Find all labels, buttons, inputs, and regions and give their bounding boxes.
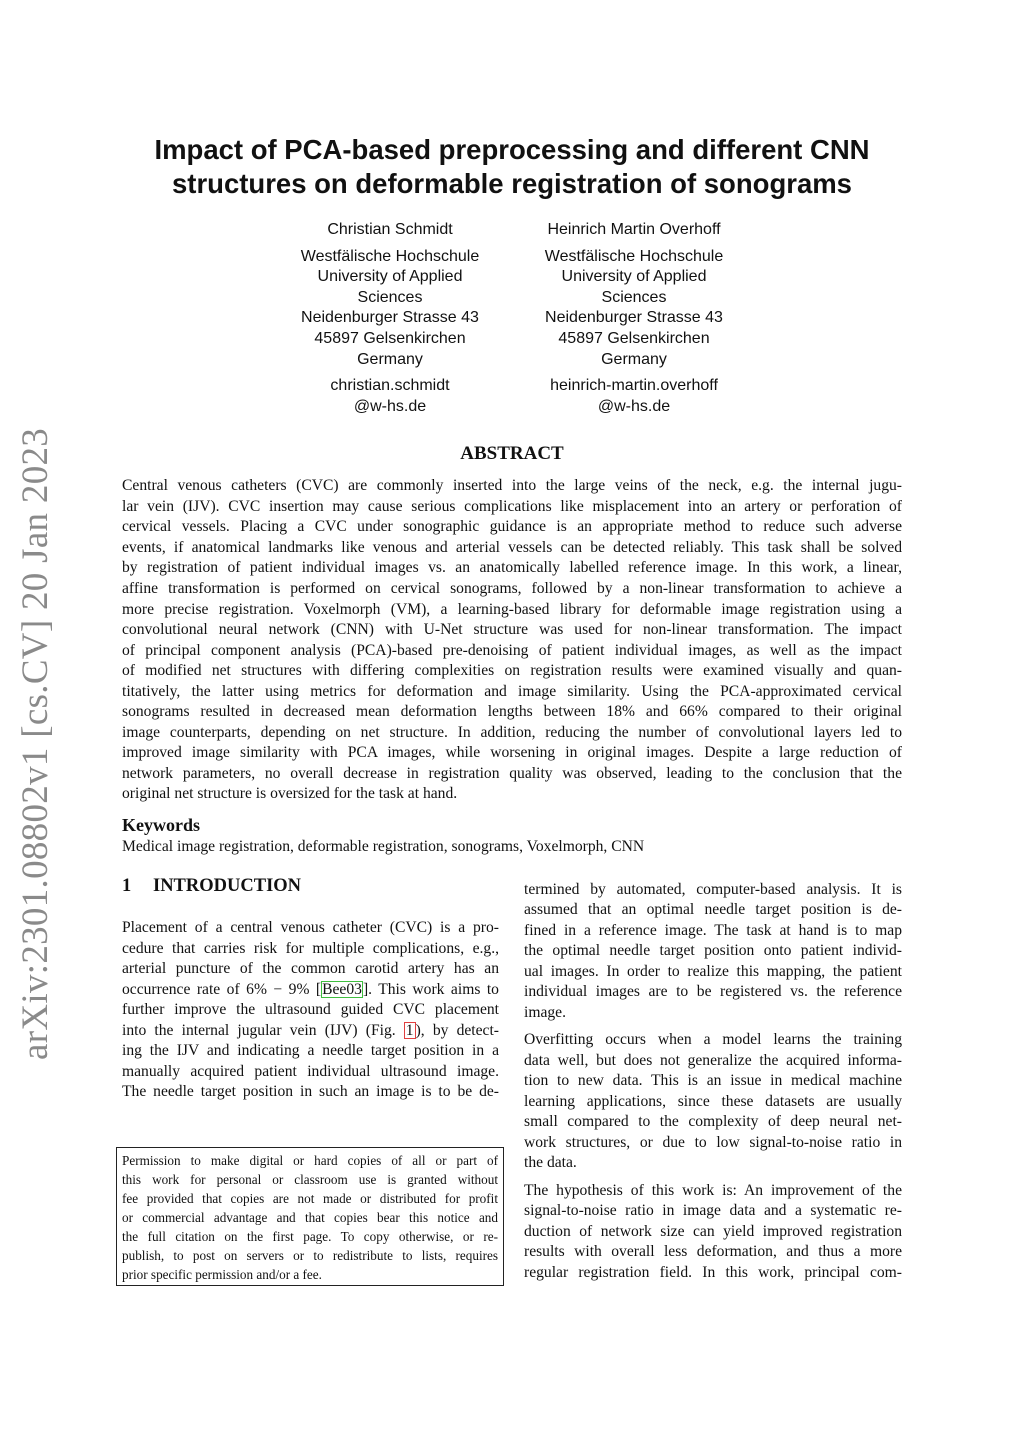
- paper-title: [100, 133, 924, 201]
- abstract-line: by registration of patient individual images vs. an anatomically labelled reference image. In this work, a linear,: [122, 559, 902, 576]
- intro-left-line: manually acquired patient individual ultrasound image.: [122, 1063, 499, 1080]
- author-affiliation-line: Westfälische Hochschule: [544, 247, 724, 265]
- intro-right-line: Overfitting occurs when a model learns the training: [524, 1031, 902, 1048]
- intro-right-line: tion to new data. This is an issue in medical machine: [524, 1072, 902, 1089]
- author-affiliation-line: University of Applied: [317, 268, 463, 286]
- author-affiliation-line: Sciences: [357, 288, 423, 306]
- abstract-line: original net structure is oversized for the task at hand.: [122, 785, 458, 802]
- abstract-line: convolutional neural network (CNN) with U-Net structure was used for non-linear transformation. The impact: [122, 621, 902, 638]
- keywords-heading: Keywords: [122, 815, 200, 835]
- author-affiliation-line: 45897 Gelsenkirchen: [558, 329, 710, 347]
- abstract-line: of principal component analysis (PCA)-based pre-denoising of patient individual images, as well as the impact: [122, 642, 902, 659]
- author-affiliation-line: Westfälische Hochschule: [300, 247, 480, 265]
- section-title: INTRODUCTION: [153, 876, 302, 896]
- permission-line: or commercial advantage and that copies bear this notice and: [122, 1210, 498, 1225]
- intro-right-line: the optimal needle target position onto patient individ-: [524, 942, 902, 959]
- figure-link-1[interactable]: 1: [405, 1022, 414, 1039]
- abstract-line: sonograms resulted in decreased mean deformation lengths between 18% and 66% compared to their original: [122, 703, 902, 720]
- author-block-schmidt: [275, 220, 505, 417]
- author-affiliation-line: Neidenburger Strasse 43: [545, 309, 723, 327]
- intro-left-line: ing the IJV and indicating a needle target position in a: [122, 1042, 499, 1059]
- permission-line: prior specific permission and/or a fee.: [122, 1267, 322, 1282]
- intro-left-line: The needle target position in such an image is to be de-: [122, 1083, 499, 1100]
- intro-right-line: results with overall less deformation, and thus a more: [524, 1243, 902, 1260]
- arxiv-identifier: arXiv:2301.08802v1 [cs.CV] 20 Jan 2023: [15, 427, 56, 1060]
- intro-right-line: the data.: [524, 1154, 577, 1171]
- abstract-line: more precise registration. Voxelmorph (VM), a learning-based library for deformable image registration using a: [122, 601, 902, 618]
- intro-left-line: cedure that carries risk for multiple complications, e.g.,: [122, 940, 499, 957]
- abstract-line: titatively, the latter using metrics for deformation and image similarity. Using the PCA-approximated cervical: [122, 683, 902, 700]
- author-affiliation-line: Neidenburger Strasse 43: [301, 309, 479, 327]
- title-line-2: structures on deformable registration of sonograms: [172, 168, 852, 199]
- author-affiliation-line: Germany: [357, 350, 423, 368]
- intro-right-line: regular registration field. In this work, principal com-: [524, 1264, 902, 1281]
- author-email-domain: @w-hs.de: [597, 397, 671, 415]
- abstract-line: improved image similarity with PCA images, while worsening in original images. Despite a large reduction of: [122, 744, 902, 761]
- intro-left-line: Placement of a central venous catheter (CVC) is a pro-: [122, 919, 499, 936]
- abstract-line: affine transformation is performed on cervical sonograms, followed by a non-linear transformation to achieve a: [122, 580, 902, 597]
- citation-link-bee03[interactable]: Bee03: [322, 981, 362, 998]
- author-block-overhoff: [519, 220, 749, 417]
- intro-left-line: arterial puncture of the common carotid artery has an: [122, 960, 499, 977]
- permission-line: Permission to make digital or hard copies of all or part of: [122, 1153, 498, 1168]
- abstract-line: lar vein (IJV). CVC insertion may cause serious complications like misplacement into an artery or perforation of: [122, 498, 902, 515]
- intro-left-line: into the internal jugular vein (IJV) (Fig. 1 ), by detect-: [122, 1022, 499, 1039]
- section-number: 1: [122, 876, 132, 896]
- intro-right-line: data well, but does not generalize the acquired informa-: [524, 1052, 902, 1069]
- author-email: christian.schmidt: [330, 377, 450, 395]
- intro-right-line: small compared to the complexity of deep neural net-: [524, 1113, 902, 1130]
- keywords-text: Medical image registration, deformable registration, sonograms, Voxelmorph, CNN: [122, 838, 645, 855]
- intro-right-line: termined by automated, computer-based analysis. It is: [524, 881, 902, 898]
- title-line-1: Impact of PCA-based preprocessing and different CNN: [154, 134, 870, 165]
- author-name: Christian Schmidt: [327, 221, 453, 238]
- abstract-heading: ABSTRACT: [460, 443, 564, 464]
- author-affiliation-line: Germany: [601, 350, 667, 368]
- author-affiliation-line: University of Applied: [561, 268, 707, 286]
- permission-line: fee provided that copies are not made or distributed for profit: [122, 1191, 498, 1206]
- permission-line: the full citation on the first page. To copy otherwise, or re-: [122, 1229, 498, 1244]
- intro-left-line: further improve the ultrasound guided CVC placement: [122, 1001, 499, 1018]
- intro-right-line: assumed that an optimal needle target position is de-: [524, 901, 902, 918]
- author-affiliation-line: 45897 Gelsenkirchen: [314, 329, 466, 347]
- intro-right-line: learning applications, since these datasets are usually: [524, 1093, 902, 1110]
- author-affiliation-line: Sciences: [601, 288, 667, 306]
- author-email-domain: @w-hs.de: [353, 397, 427, 415]
- abstract-line: events, if anatomical landmarks like venous and arterial vessels can be detected reliably. This task shall be solved: [122, 539, 902, 556]
- intro-right-line: image.: [524, 1004, 566, 1021]
- intro-right-line: work structures, or due to low signal-to-noise ratio in: [524, 1134, 902, 1151]
- abstract-line: cervical vessels. Placing a CVC under sonographic guidance is an appropriate method to reduce such adverse: [122, 518, 902, 535]
- abstract-line: image counterparts, depending on net structure. In addition, reducing the number of convolutional layers led to: [122, 724, 902, 741]
- permission-line: this work for personal or classroom use is granted without: [122, 1172, 498, 1187]
- section-heading-introduction: [122, 876, 301, 897]
- intro-right-line: The hypothesis of this work is: An improvement of the: [524, 1182, 902, 1199]
- abstract-line: Central venous catheters (CVC) are commonly inserted into the large veins of the neck, e.g. the internal jugu-: [122, 477, 902, 494]
- intro-right-line: duction of network size can yield improved registration: [524, 1223, 902, 1240]
- abstract-line: network parameters, no overall decrease in registration quality was observed, leading to the conclusion that the: [122, 765, 902, 782]
- author-name: Heinrich Martin Overhoff: [547, 221, 721, 238]
- intro-right-line: signal-to-noise ratio in image data and a systematic re-: [524, 1202, 902, 1219]
- intro-right-line: fined in a reference image. The task at hand is to map: [524, 922, 902, 939]
- intro-right-line: individual images are to be registered vs. the reference: [524, 983, 902, 1000]
- permission-line: publish, to post on servers or to redistribute to lists, requires: [122, 1248, 498, 1263]
- intro-left-line: occurrence rate of 6% − 9% [Bee03]. This work aims to: [122, 981, 499, 998]
- author-email: heinrich-martin.overhoff: [550, 377, 718, 395]
- intro-right-line: ual images. In order to realize this mapping, the patient: [524, 963, 902, 980]
- abstract-line: of modified net structures with differing complexities on registration results were examined visually and quan-: [122, 662, 902, 679]
